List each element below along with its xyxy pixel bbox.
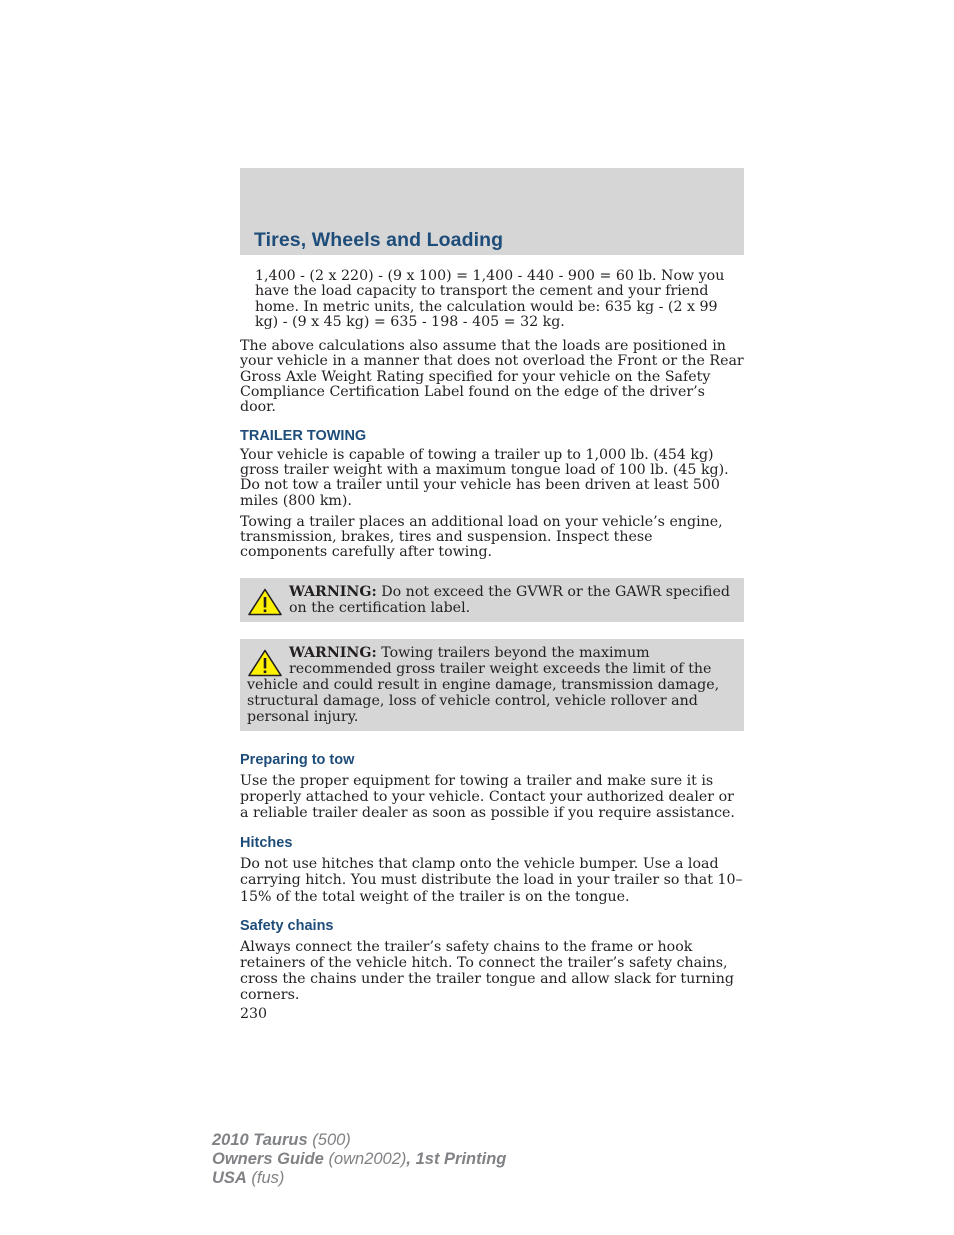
warning-triangle-icon [247,588,283,616]
warning-box-gvwr [240,578,744,622]
document-footer [212,1131,506,1188]
warning-label: WARNING: [289,644,377,661]
hitches-heading: Hitches [240,834,293,851]
footer-line-model: 2010 Taurus (500) [212,1131,351,1149]
footer-line-guide: Owners Guide (own2002), 1st Printing [212,1150,507,1168]
warning-text: Towing trailers beyond the maximum recommended gross trailer weight exceeds the limit of the vehicle and could result in engine damage, transmission damage, structural damage, loss of vehicle control, vehicle rollover and personal injury. [247,644,720,725]
footer-line-market: USA (fus) [212,1169,285,1187]
page-content [240,269,744,1023]
hitches-paragraph: Do not use hitches that clamp onto the vehicle bumper. Use a load carrying hitch. You must distribute the load in your trailer so that 10–15% of the total weight of the trailer is on the tongue. [240,855,743,905]
safety-chains-paragraph: Always connect the trailer’s safety chains to the frame or hook retainers of the vehicle hitch. To connect the trailer’s safety chains, cross the chains under the trailer tongue and allow slack for turning corners. [240,939,734,1004]
preparing-to-tow-paragraph: Use the proper equipment for towing a trailer and make sure it is properly attached to your vehicle. Contact your authorized dealer or a reliable trailer dealer as soon as possible if you require assistance. [240,772,735,821]
assumption-paragraph: The above calculations also assume that the loads are positioned in your vehicle in a manner that does not overload the Front or the Rear Gross Axle Weight Rating specified for your vehicle on the Safety Compliance Certification Label found on the edge of the driver’s door. [240,338,744,416]
preparing-to-tow-heading: Preparing to tow [240,751,355,768]
warning-text: Do not exceed the GVWR or the GAWR specified on the certification label. [289,583,730,616]
towing-load-paragraph: Towing a trailer places an additional load on your vehicle’s engine, transmission, brakes, tires and suspension. Inspect these components carefully after towing. [240,513,723,561]
warning-triangle-icon [247,649,283,677]
section-header-band [240,168,744,255]
calculation-paragraph: 1,400 - (2 x 220) - (9 x 100) = 1,400 - 440 - 900 = 60 lb. Now you have the load capacity to transport the cement and your friend home. In metric units, the calculation would be: 635 kg - (2 x 99 kg) - (9 x 45 kg) = 635 - 198 - 405 = 32 kg. [255,268,725,330]
warning-box-towing-limit [240,639,744,731]
safety-chains-heading: Safety chains [240,918,334,935]
trailer-capacity-paragraph: Your vehicle is capable of towing a trailer up to 1,000 lb. (454 kg) gross trailer weight with a maximum tongue load of 100 lb. (45 kg). Do not tow a trailer until your vehicle has been driven at least 500 miles (800 km). [240,446,729,509]
page-number: 230 [240,1006,268,1023]
section-title: Tires, Wheels and Loading [254,229,504,251]
trailer-towing-heading: TRAILER TOWING [240,427,367,444]
warning-label: WARNING: [289,583,377,600]
